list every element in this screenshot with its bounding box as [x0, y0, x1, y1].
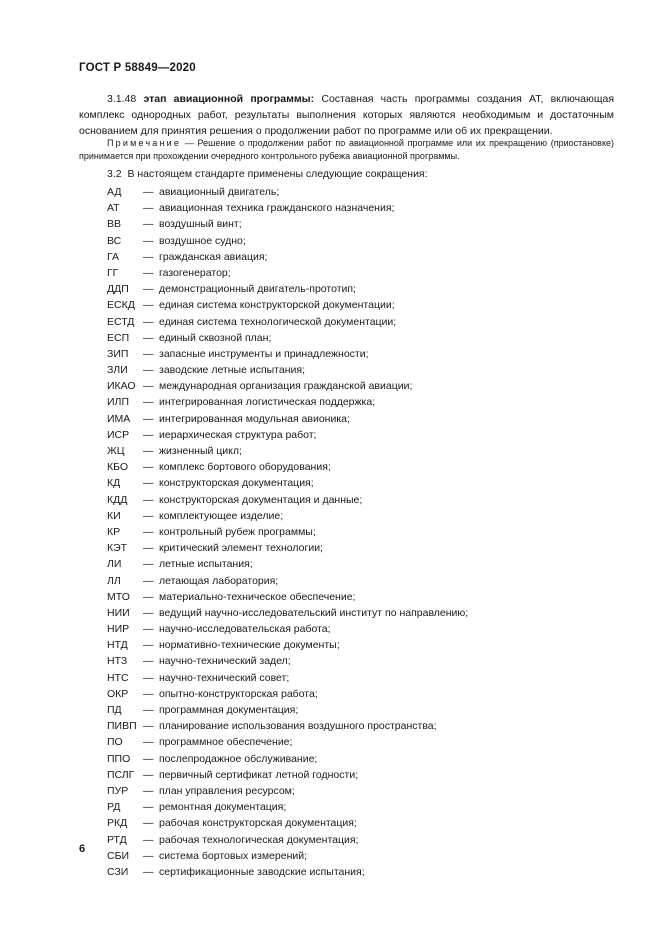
- list-item: [107, 799, 468, 815]
- list-item: [107, 362, 468, 378]
- list-item: [107, 233, 468, 249]
- abbreviation-description: программное обеспечение;: [159, 736, 293, 749]
- note-text: — Решение о продолжении работ по авиационной программе или их прекращению (приостановке) принимается при прохождении очередного контрольного рубежа авиационной программы.: [79, 138, 614, 161]
- list-item: [107, 427, 468, 443]
- abbreviation-term: ЕСТД: [107, 315, 135, 328]
- abbreviations-list: [107, 184, 468, 880]
- list-item: [107, 492, 468, 508]
- abbreviation-description: конструкторская документация;: [159, 477, 314, 490]
- abbreviation-dash: —: [143, 283, 154, 296]
- abbreviation-dash: —: [143, 784, 154, 797]
- abbreviation-term: ГГ: [107, 266, 119, 279]
- list-item: [107, 330, 468, 346]
- abbreviation-term: МТО: [107, 590, 130, 603]
- list-item: [107, 702, 468, 718]
- abbreviation-dash: —: [143, 865, 154, 878]
- abbreviation-dash: —: [143, 331, 154, 344]
- abbreviation-description: научно-исследовательская работа;: [159, 623, 331, 636]
- list-item: [107, 508, 468, 524]
- abbreviation-description: газогенератор;: [159, 266, 231, 279]
- abbreviation-term: ЕСКД: [107, 299, 135, 312]
- abbreviation-term: НИИ: [107, 606, 130, 619]
- abbreviation-term: ППО: [107, 752, 131, 765]
- abbreviation-dash: —: [143, 234, 154, 247]
- abbreviation-description: единая система технологической документации;: [159, 315, 397, 328]
- list-item: [107, 637, 468, 653]
- abbreviation-term: ИКАО: [107, 380, 136, 393]
- list-item: [107, 200, 468, 216]
- abbreviation-term: НТЗ: [107, 655, 128, 668]
- abbreviation-description: система бортовых измерений;: [159, 849, 308, 862]
- abbreviation-dash: —: [143, 801, 154, 814]
- abbreviation-description: материально-техническое обеспечение;: [159, 590, 356, 603]
- list-item: [107, 184, 468, 200]
- list-item: [107, 378, 468, 394]
- abbreviation-dash: —: [143, 186, 154, 198]
- abbreviation-dash: —: [143, 315, 154, 328]
- abbreviation-dash: —: [143, 493, 154, 506]
- list-item: [107, 297, 468, 313]
- abbreviation-dash: —: [143, 299, 154, 312]
- note-label: Примечание: [107, 138, 182, 148]
- list-item: [107, 556, 468, 572]
- abbreviation-term: НТС: [107, 671, 129, 684]
- abbreviation-dash: —: [143, 752, 154, 765]
- abbreviation-description: программная документация;: [159, 704, 299, 716]
- list-item: [107, 459, 468, 475]
- abbreviation-description: критический элемент технологии;: [159, 542, 323, 555]
- abbreviation-term: РТД: [107, 833, 127, 846]
- abbreviation-dash: —: [143, 542, 154, 555]
- abbreviation-dash: —: [143, 623, 154, 636]
- abbreviation-dash: —: [143, 655, 154, 668]
- abbreviation-dash: —: [143, 687, 154, 700]
- list-item: [107, 314, 468, 330]
- abbreviation-term: ПО: [107, 736, 123, 749]
- abbreviation-dash: —: [143, 558, 154, 571]
- abbreviation-dash: —: [143, 849, 154, 862]
- abbreviation-term: ЛЛ: [107, 574, 121, 587]
- abbreviation-term: КР: [107, 525, 121, 538]
- abbreviation-description: летные испытания;: [159, 558, 253, 571]
- abbreviation-description: опытно-конструкторская работа;: [159, 687, 318, 700]
- list-item: [107, 767, 468, 783]
- list-item: [107, 216, 468, 232]
- abbreviation-description: нормативно-технические документы;: [159, 639, 340, 652]
- abbreviation-dash: —: [143, 218, 154, 231]
- abbreviation-term: ЖЦ: [107, 445, 125, 457]
- abbreviation-dash: —: [143, 250, 154, 263]
- abbreviation-dash: —: [143, 590, 154, 603]
- abbreviation-description: гражданская авиация;: [159, 250, 268, 263]
- abbreviation-description: единый сквозной план;: [159, 331, 272, 344]
- abbreviation-term: КИ: [107, 509, 121, 522]
- abbreviation-term: ПУР: [107, 784, 129, 797]
- abbreviation-term: ГА: [107, 250, 119, 263]
- abbreviation-description: международная организация гражданской авиации;: [159, 380, 413, 393]
- abbreviation-description: комплекс бортового оборудования;: [159, 461, 331, 474]
- abbreviation-description: сертификационные заводские испытания;: [159, 865, 365, 878]
- definition-number: 3.1.48: [107, 93, 137, 105]
- list-item: [107, 524, 468, 540]
- definition-text: Составная часть программы создания АТ, включающая комплекс однородных работ, результаты выполнения которых являются необходимым и достаточным основанием для принятия решения о продолжении работ по программе или об их прекращении.: [79, 93, 615, 137]
- page-number: 6: [79, 843, 86, 855]
- abbreviation-term: СБИ: [107, 849, 130, 862]
- abbreviation-description: конструкторская документация и данные;: [159, 493, 363, 506]
- abbreviation-term: ПСЛГ: [107, 768, 135, 781]
- list-item: [107, 621, 468, 637]
- list-item: [107, 265, 468, 281]
- abbreviation-term: НТД: [107, 639, 128, 652]
- abbreviation-dash: —: [143, 428, 154, 441]
- abbreviation-term: ЛИ: [107, 558, 122, 571]
- list-item: [107, 848, 468, 864]
- abbreviation-dash: —: [143, 509, 154, 522]
- abbreviation-term: ВС: [107, 234, 122, 247]
- abbreviation-dash: —: [143, 671, 154, 684]
- abbreviation-description: рабочая технологическая документация;: [159, 833, 359, 846]
- abbreviation-description: авиационный двигатель;: [159, 186, 280, 198]
- abbreviation-description: авиационная техника гражданского назначения;: [159, 202, 395, 215]
- list-item: [107, 249, 468, 265]
- list-item: [107, 832, 468, 848]
- abbreviation-term: АТ: [107, 202, 120, 215]
- abbreviation-dash: —: [143, 347, 154, 360]
- abbreviation-dash: —: [143, 445, 154, 457]
- abbreviation-description: ведущий научно-исследовательский институт по направлению;: [159, 606, 469, 619]
- abbreviation-term: ПД: [107, 704, 122, 716]
- document-header-title: ГОСТ Р 58849—2020: [79, 62, 196, 74]
- abbreviation-term: КДД: [107, 493, 128, 506]
- abbreviation-dash: —: [143, 833, 154, 846]
- abbreviation-description: комплектующее изделие;: [159, 509, 284, 522]
- list-item: [107, 686, 468, 702]
- list-item: [107, 653, 468, 669]
- list-item: [107, 783, 468, 799]
- abbreviation-description: научно-технический совет;: [159, 671, 290, 684]
- definition-paragraph: [79, 91, 614, 139]
- list-item: [107, 281, 468, 297]
- abbreviation-term: ОКР: [107, 687, 129, 700]
- list-item: [107, 475, 468, 491]
- list-item: [107, 605, 468, 621]
- abbreviation-term: ЗИП: [107, 347, 129, 360]
- list-item: [107, 411, 468, 427]
- abbreviation-description: заводские летные испытания;: [159, 364, 305, 377]
- abbreviation-description: летающая лаборатория;: [159, 574, 279, 587]
- abbreviation-dash: —: [143, 412, 154, 425]
- list-item: [107, 394, 468, 410]
- abbreviation-dash: —: [143, 266, 154, 279]
- abbreviation-dash: —: [143, 477, 154, 490]
- abbreviation-dash: —: [143, 396, 154, 409]
- list-item: [107, 589, 468, 605]
- abbreviation-term: РКД: [107, 817, 128, 830]
- abbreviation-description: запасные инструменты и принадлежности;: [159, 347, 369, 360]
- abbreviation-dash: —: [143, 720, 154, 733]
- abbreviation-description: рабочая конструкторская документация;: [159, 817, 357, 830]
- abbreviation-term: ИСР: [107, 428, 130, 441]
- abbreviation-term: АД: [107, 186, 122, 198]
- abbreviation-dash: —: [143, 768, 154, 781]
- abbreviation-description: планирование использования воздушного пространства;: [159, 720, 437, 733]
- definition-term: этап авиационной программы:: [143, 93, 315, 105]
- abbreviation-term: КД: [107, 477, 121, 490]
- section-intro-paragraph: [79, 166, 614, 182]
- abbreviation-description: ремонтная документация;: [159, 801, 287, 814]
- list-item: [107, 815, 468, 831]
- abbreviation-description: жизненный цикл;: [159, 445, 242, 457]
- list-item: [107, 540, 468, 556]
- list-item: [107, 670, 468, 686]
- abbreviation-description: иерархическая структура работ;: [159, 428, 317, 441]
- abbreviation-term: КЭТ: [107, 542, 128, 555]
- abbreviation-term: ЗЛИ: [107, 364, 128, 377]
- abbreviation-term: НИР: [107, 623, 130, 636]
- abbreviation-term: ИМА: [107, 412, 131, 425]
- abbreviation-dash: —: [143, 574, 154, 587]
- abbreviation-term: КБО: [107, 461, 129, 474]
- abbreviation-description: первичный сертификат летной годности;: [159, 768, 359, 781]
- abbreviation-description: воздушное судно;: [159, 234, 246, 247]
- abbreviation-dash: —: [143, 380, 154, 393]
- list-item: [107, 443, 468, 459]
- abbreviation-term: СЗИ: [107, 865, 129, 878]
- abbreviation-description: контрольный рубеж программы;: [159, 525, 316, 538]
- abbreviation-term: ВВ: [107, 218, 122, 231]
- list-item: [107, 864, 468, 880]
- list-item: [107, 751, 468, 767]
- abbreviation-dash: —: [143, 525, 154, 538]
- abbreviation-term: ПИВП: [107, 720, 137, 733]
- abbreviation-description: воздушный винт;: [159, 218, 242, 231]
- abbreviation-term: РД: [107, 801, 121, 814]
- list-item: [107, 346, 468, 362]
- abbreviation-dash: —: [143, 606, 154, 619]
- abbreviation-term: ИЛП: [107, 396, 129, 409]
- abbreviation-description: демонстрационный двигатель-прототип;: [159, 283, 356, 296]
- abbreviation-dash: —: [143, 817, 154, 830]
- abbreviation-description: научно-технический задел;: [159, 655, 291, 668]
- abbreviation-dash: —: [143, 461, 154, 474]
- abbreviation-description: интегрированная модульная авионика;: [159, 412, 350, 425]
- list-item: [107, 718, 468, 734]
- abbreviation-description: интегрированная логистическая поддержка;: [159, 396, 376, 409]
- section-intro-text: В настоящем стандарте применены следующие сокращения:: [127, 168, 428, 180]
- abbreviation-description: единая система конструкторской документации;: [159, 299, 395, 312]
- list-item: [107, 573, 468, 589]
- abbreviation-dash: —: [143, 202, 154, 215]
- abbreviation-description: послепродажное обслуживание;: [159, 752, 318, 765]
- section-number: 3.2: [107, 168, 122, 180]
- abbreviation-term: ЕСП: [107, 331, 130, 344]
- abbreviation-dash: —: [143, 736, 154, 749]
- note-paragraph: [79, 137, 614, 163]
- abbreviation-term: ДДП: [107, 283, 129, 296]
- abbreviation-dash: —: [143, 704, 154, 716]
- abbreviation-description: план управления ресурсом;: [159, 784, 295, 797]
- abbreviation-dash: —: [143, 639, 154, 652]
- list-item: [107, 734, 468, 750]
- abbreviation-dash: —: [143, 364, 154, 377]
